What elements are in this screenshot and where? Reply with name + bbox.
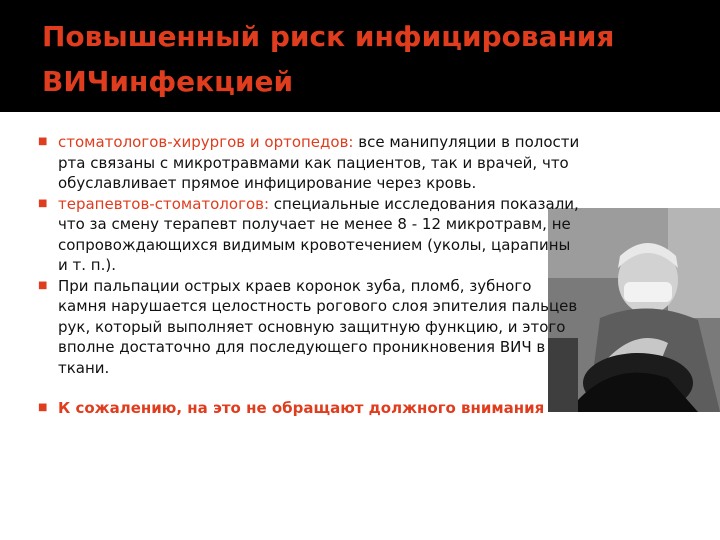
bullet-item	[38, 132, 583, 194]
square-bullet-icon: ■	[38, 279, 48, 291]
bullet-item	[38, 194, 583, 276]
conclusion-item	[38, 398, 583, 419]
bullet-highlight: терапевтов-стоматологов:	[58, 194, 270, 213]
bullet-highlight: стоматологов-хирургов и ортопедов:	[58, 133, 354, 151]
bullet-text: специальные исследования показали, что за смену терапевт получает не менее 8 - 12 микротравм, не сопровождающихся видимым кровотечением (уколы, царапины и т. п.).	[58, 194, 579, 274]
slide-title: Повышенный риск инфицирования ВИЧинфекцией	[42, 20, 615, 98]
bullet-text: При пальпации острых краев коронок зуба, пломб, зубного камня нарушается целостность рогового слоя эпителия пальцев рук, который выполняет основную защитную функцию, и этого вполне достаточно для последующего проникновения ВИЧ в ткани.	[58, 276, 578, 377]
bullet-item	[38, 276, 583, 379]
bullet-text: все манипуляции в полости рта связаны с микротравмами как пациентов, так и врачей, что обуславливает прямое инфицирование через кровь.	[58, 133, 580, 192]
square-bullet-icon: ■	[38, 197, 48, 209]
square-bullet-icon: ■	[38, 402, 48, 413]
square-bullet-icon: ■	[38, 136, 48, 147]
slide-content	[38, 132, 583, 419]
conclusion-text: К сожалению, на это не обращают должного внимания	[58, 399, 545, 417]
